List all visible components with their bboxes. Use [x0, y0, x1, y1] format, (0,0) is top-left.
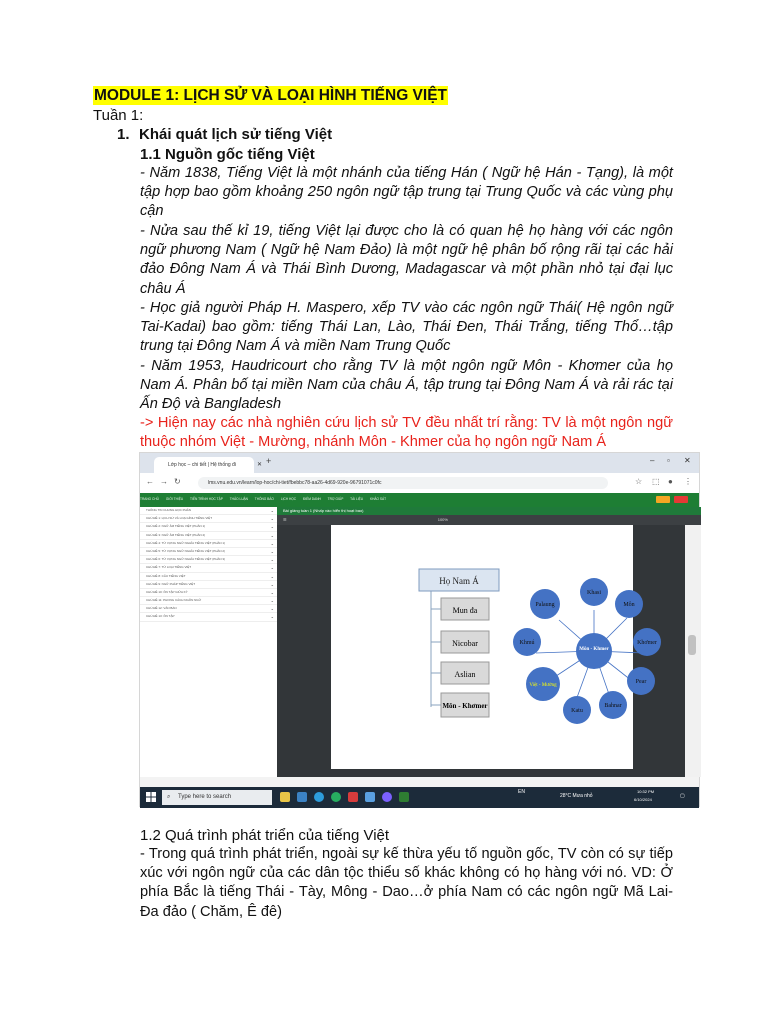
sidebar-item[interactable]: CHỦ ĐỀ 4: TỪ VỰNG NGỮ NGHĨA TIẾNG VIỆT (PHẦN 1) ⌄: [140, 540, 277, 548]
messenger-icon[interactable]: [382, 792, 392, 802]
site-menu-item[interactable]: ĐIỂM DANH: [302, 497, 321, 501]
site-menu: [140, 497, 392, 501]
satellite-node-label: Khmú: [519, 640, 535, 646]
slide-page: [331, 525, 657, 769]
edge-icon[interactable]: [314, 792, 324, 802]
reload-icon[interactable]: ↻: [174, 477, 181, 486]
site-menu-item[interactable]: GIỚI THIỆU: [165, 497, 184, 501]
paragraph-maspero: - Học giả người Pháp H. Maspero, xếp TV vào các ngôn ngữ Thái( Hệ ngôn ngữ Tai-Kadai) bao gồm: tiếng Thái Lan, Lào, Thái Đen, Thái Trắng, tiếng Thổ…tập trung tại Đông Nam Á và miền Nam Trung Quốc: [140, 300, 673, 355]
extensions-icon[interactable]: ⬚: [652, 477, 660, 486]
header-orange-button[interactable]: [656, 496, 670, 503]
chevron-down-icon: ⌄: [270, 598, 274, 604]
menu-dots-icon[interactable]: ⋮: [684, 477, 692, 486]
forward-arrow-icon[interactable]: →: [160, 477, 168, 486]
taskbar-search[interactable]: [162, 790, 272, 805]
browser-address-bar: [140, 473, 699, 493]
branch-node-label: Aslian: [454, 670, 476, 679]
section-1-number: 1.: [117, 126, 130, 143]
sidebar-item[interactable]: CHỦ ĐỀ 8: CÂU TIẾNG VIỆT ⌄: [140, 573, 277, 581]
chevron-down-icon: ⌄: [270, 573, 274, 579]
chevron-down-icon: ⌄: [270, 516, 274, 522]
sidebar-item[interactable]: CHỦ ĐỀ 6: TỪ VỰNG NGỮ NGHĨA TIẾNG VIỆT (PHẦN 3) ⌄: [140, 556, 277, 564]
branch-node-label: Môn - Khơmer: [442, 702, 488, 710]
sidebar-item[interactable]: CHỦ ĐỀ 2: NGỮ ÂM TIẾNG VIỆT (PHẦN 1) ⌄: [140, 523, 277, 531]
url-field[interactable]: lms.vnu.edu.vn/learn/lop-hoc/chi-tiet/fbebbc78-aa26-4d69-920e-96791071c0fc: [198, 477, 608, 489]
site-header: [140, 493, 699, 507]
weather-text[interactable]: 28°C Mưa nhỏ: [560, 793, 593, 799]
site-menu-item[interactable]: KHẢO SÁT: [369, 497, 387, 501]
satellite-node-label: Môn: [623, 602, 635, 608]
restore-icon[interactable]: ▫: [667, 456, 670, 465]
branch-node-label: Nicobar: [452, 639, 478, 648]
app-icon[interactable]: [399, 792, 409, 802]
minimize-icon[interactable]: –: [650, 456, 655, 465]
window-close-icon[interactable]: ✕: [684, 456, 691, 465]
windows-start-icon[interactable]: [146, 792, 156, 802]
chevron-down-icon: ⌄: [270, 508, 274, 513]
sidebar-item[interactable]: CHỦ ĐỀ 3: NGỮ ÂM TIẾNG VIỆT (PHẦN 2) ⌄: [140, 532, 277, 540]
satellite-node-label: Palaung: [535, 602, 555, 608]
language-family-diagram: [331, 525, 657, 769]
site-menu-item[interactable]: TRANG CHỦ: [140, 497, 159, 501]
sidebar-item[interactable]: CHỦ ĐỀ 1: LỊCH SỬ VÀ LOẠI HÌNH TIẾNG VIỆT ⌄: [140, 515, 277, 523]
notification-icon[interactable]: ▢: [680, 793, 685, 799]
sidebar-item[interactable]: CHỦ ĐỀ 13: ÔN TẬP ⌄: [140, 613, 277, 621]
chevron-down-icon: ⌄: [270, 524, 274, 530]
scroll-thumb[interactable]: [688, 635, 696, 655]
tab-close-icon[interactable]: ✕: [257, 462, 263, 468]
hub-node-label: Môn - Khmer: [579, 647, 609, 652]
paragraph-development: - Trong quá trình phát triển, ngoài sự kế thừa yếu tố nguồn gốc, TV còn có sự tiếp xúc với ngôn ngữ của các dân tộc thiểu số khác không có họ hàng với nó. VD: Ở phía Bắc là tiếng Thái - Tày, Mông - Dao…ở phía Nam có các ngôn ngữ Mã Lai- Đa đảo ( Chăm, Ê đê): [140, 846, 673, 920]
site-menu-item[interactable]: TIẾN TRÌNH HỌC TẬP: [190, 497, 223, 501]
back-arrow-icon[interactable]: ←: [146, 477, 154, 486]
module-title: MODULE 1: LỊCH SỬ VÀ LOẠI HÌNH TIẾNG VIỆT: [94, 87, 448, 104]
chevron-down-icon: ⌄: [270, 614, 274, 620]
satellite-node-label: Việt - Mường: [529, 683, 557, 688]
zoom-level[interactable]: 100%: [437, 517, 448, 522]
section-1-1-heading: 1.1 Nguồn gốc tiếng Việt: [140, 146, 315, 163]
search-placeholder: Type here to search: [178, 794, 232, 800]
chevron-down-icon: ⌄: [270, 540, 274, 546]
site-menu-item[interactable]: THÔNG BÁO: [254, 497, 274, 501]
site-menu-item[interactable]: THẢO LUẬN: [229, 497, 248, 501]
chevron-down-icon: ⌄: [270, 565, 274, 571]
embedded-screenshot: [139, 452, 700, 807]
viewer-title: Bài giảng tuần 1 (Nhấp vào hiển thị hoạt bao): [283, 508, 364, 513]
pdf-viewer: [277, 507, 701, 777]
viewer-toolbar: [277, 515, 701, 525]
paragraph-1838: - Năm 1838, Tiếng Việt là một nhánh của tiếng Hán ( Ngữ hệ Hán - Tạng), là một tập hợp bao gồm khoảng 250 ngôn ngữ tập trung tại Trung Quốc và các vùng phụ cận: [140, 165, 673, 220]
language-indicator[interactable]: EN: [518, 789, 525, 795]
browser-tab[interactable]: [154, 457, 263, 473]
chevron-down-icon: ⌄: [270, 557, 274, 563]
satellite-node-label: Bahnar: [604, 703, 622, 709]
tab-title: Lớp học – chi tiết | Hệ thống đi: [168, 462, 236, 468]
chevron-down-icon: ⌄: [270, 548, 274, 554]
sidebar-item[interactable]: CHỦ ĐỀ 9: NGỮ PHÁP TIẾNG VIỆT ⌄: [140, 581, 277, 589]
header-red-button[interactable]: [674, 496, 688, 503]
sidebar-item[interactable]: THÔNG TIN CHUNG HỌC PHẦN ⌄: [140, 507, 277, 515]
satellite-node-label: Pear: [635, 679, 647, 685]
satellite-node-label: Khơmer: [637, 640, 657, 646]
section-1-title: Khái quát lịch sử tiếng Việt: [139, 126, 333, 143]
windows-taskbar: [140, 787, 699, 808]
chevron-down-icon: ⌄: [270, 606, 274, 612]
chevron-down-icon: ⌄: [270, 589, 274, 595]
section-1-heading: [117, 125, 332, 144]
app-icon[interactable]: [348, 792, 358, 802]
site-menu-item[interactable]: LỊCH HỌC: [280, 497, 297, 501]
satellite-node-label: Khasi: [587, 590, 601, 596]
sidebar-item[interactable]: CHỦ ĐỀ 11: PHONG CÁCH NGÔN NGỮ ⌄: [140, 597, 277, 605]
sidebar-item[interactable]: CHỦ ĐỀ 7: TỪ LOẠI TIẾNG VIỆT ⌄: [140, 564, 277, 572]
chevron-down-icon: ⌄: [270, 581, 274, 587]
sidebar-item[interactable]: CHỦ ĐỀ 5: TỪ VỰNG NGỮ NGHĨA TIẾNG VIỆT (PHẦN 2) ⌄: [140, 548, 277, 556]
paragraph-haudricourt: - Năm 1953, Haudricourt cho rằng TV là một ngôn ngữ Môn - Khơmer của họ Nam Á. Phân bố tại miền Nam của châu Á, tập trung tại Đông Nam Á và rải rác tại Ấn Độ và Bangladesh: [140, 358, 673, 413]
browser-tab-bar: [140, 453, 699, 473]
week-label: Tuần 1:: [93, 107, 144, 124]
task-view-icon[interactable]: [297, 792, 307, 802]
paragraph-19th-century: - Nửa sau thế kỉ 19, tiếng Việt lại được cho là có quan hệ họ hàng với các ngôn ngữ phương Nam ( Ngữ hệ Nam Đảo) là một ngữ hệ phân bố rộng rãi tại các hải đảo Đông Nam Á và Thái Bình Dương, Madagascar và một phần nhỏ tại đại lục châu Á: [140, 223, 673, 297]
root-node-label: Họ Nam Á: [439, 576, 479, 586]
conclusion-text: -> Hiện nay các nhà nghiên cứu lịch sử TV đều nhất trí rằng: TV là một ngôn ngữ thuộc nhóm Việt - Mường, nhánh Môn - Khmer của họ ngôn ngữ Nam Á: [140, 415, 673, 451]
viewer-title-bar: [277, 507, 701, 515]
chrome-icon[interactable]: [331, 792, 341, 802]
satellite-node-label: Katu: [571, 708, 583, 714]
viewer-scrollbar[interactable]: [685, 525, 701, 777]
section-1-2-heading: 1.2 Quá trình phát triển của tiếng Việt: [140, 827, 390, 844]
bookmark-star-icon[interactable]: ☆: [635, 477, 643, 486]
sidebar-item[interactable]: CHỦ ĐỀ 10: ÔN TẬP GIỮA KỲ ⌄: [140, 589, 277, 597]
clock-date[interactable]: 6/10/2024: [634, 797, 652, 802]
branch-node-label: Mun đa: [452, 606, 478, 615]
clock-time[interactable]: 10:32 PM: [637, 789, 655, 794]
course-sidebar: [140, 507, 278, 777]
app-icon[interactable]: [365, 792, 375, 802]
site-menu-item[interactable]: TÀI LIỆU: [350, 497, 364, 501]
new-tab-icon[interactable]: +: [266, 456, 272, 466]
profile-icon[interactable]: ●: [668, 477, 673, 486]
file-explorer-icon[interactable]: [280, 792, 290, 802]
search-icon: ⌕: [167, 794, 171, 800]
chevron-down-icon: ⌄: [270, 532, 274, 538]
sidebar-item[interactable]: CHỦ ĐỀ 12: VĂN BẢN ⌄: [140, 605, 277, 613]
viewer-menu-icon[interactable]: ☰: [283, 517, 287, 522]
site-menu-item[interactable]: TRỢ GIÚP: [327, 497, 344, 501]
